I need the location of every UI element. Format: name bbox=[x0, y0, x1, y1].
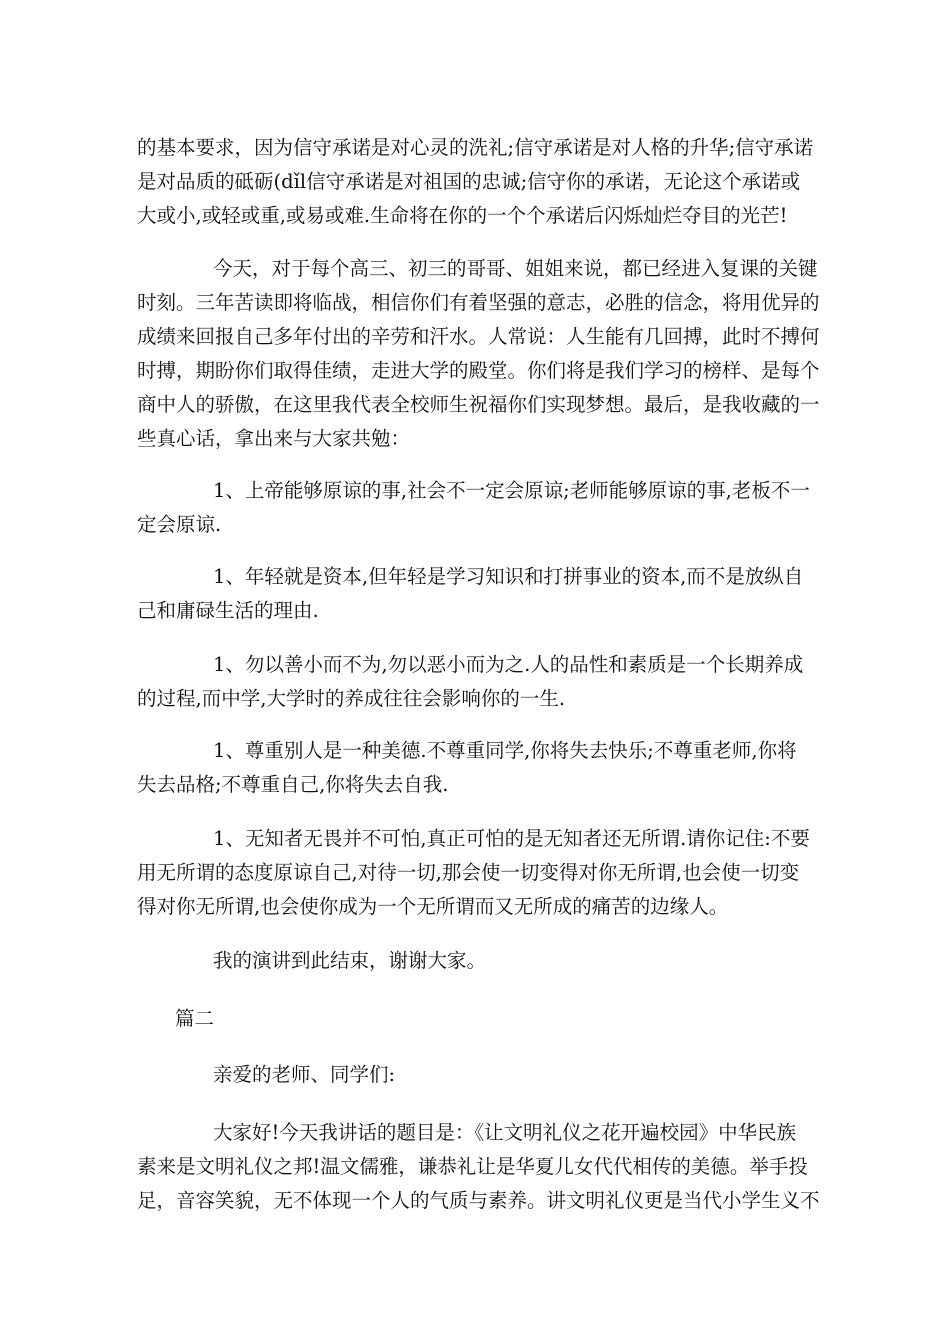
text-line: 时搏，期盼你们取得佳绩，走进大学的殿堂。你们将是我们学习的榜样、是每个 bbox=[137, 359, 820, 382]
text-line: 成绩来回报自己多年付出的辛劳和汗水。人常说：人生能有几回搏，此时不搏何 bbox=[137, 325, 820, 348]
text-line: 商中人的骄傲，在这里我代表全校师生祝福你们实现梦想。最后，是我收藏的一 bbox=[137, 393, 820, 416]
text-line: 1、尊重别人是一种美德.不尊重同学,你将失去快乐;不尊重老师,你将 bbox=[213, 739, 797, 762]
text-line: 1、勿以善小而不为,勿以恶小而为之.人的品性和素质是一个长期养成 bbox=[213, 653, 804, 676]
paragraph-closing bbox=[137, 944, 813, 978]
text-line: 己和庸碌生活的理由. bbox=[137, 599, 319, 622]
text-line: 定会原谅. bbox=[137, 513, 222, 536]
paragraph-greeting bbox=[137, 1058, 813, 1092]
text-line: 的基本要求，因为信守承诺是对心灵的洗礼;信守承诺是对人格的升华;信守承诺 bbox=[137, 136, 814, 159]
text-line: 素来是文明礼仪之邦!温文儒雅，谦恭礼让是华夏儿女代代相传的美德。举手投 bbox=[137, 1155, 808, 1178]
paragraph-senior-students bbox=[137, 252, 820, 456]
text-line: 时刻。三年苦读即将临战，相信你们有着坚强的意志，必胜的信念，将用优异的 bbox=[137, 291, 820, 314]
heading-text: 篇二 bbox=[175, 1007, 215, 1030]
text-line: 大家好!今天我讲话的题目是：《让文明礼仪之花开遍校园》中华民族 bbox=[213, 1121, 797, 1144]
paragraph-promise-continuation bbox=[137, 131, 813, 233]
list-item-youth bbox=[137, 560, 813, 628]
text-line: 亲爱的老师、同学们: bbox=[213, 1063, 396, 1086]
paragraph-speech-intro bbox=[137, 1116, 820, 1218]
text-line: 我的演讲到此结束，谢谢大家。 bbox=[213, 949, 487, 972]
text-line: 足，音容笑貌，无不体现一个人的气质与素养。讲文明礼仪更是当代小学生义不 bbox=[137, 1189, 820, 1212]
text-line: 的过程,而中学,大学时的养成往往会影响你的一生. bbox=[137, 687, 566, 710]
section-heading-part-two bbox=[175, 1002, 214, 1036]
text-line: 大或小,或轻或重,或易或难.生命将在你的一个个承诺后闪烁灿烂夺目的光芒! bbox=[137, 204, 788, 227]
list-item-forgiveness bbox=[137, 474, 813, 542]
list-item-ignorance bbox=[137, 822, 813, 924]
text-line: 今天，对于每个高三、初三的哥哥、姐姐来说，都已经进入复课的关键 bbox=[213, 257, 818, 280]
text-line: 用无所谓的态度原谅自己,对待一切,那会使一切变得对你无所谓,也会使一切变 bbox=[137, 861, 800, 884]
text-line: 1、上帝能够原谅的事,社会不一定会原谅;老师能够原谅的事,老板不一 bbox=[213, 479, 810, 502]
text-line: 是对品质的砥砺(dǐl信守承诺是对祖国的忠诚;信守你的承诺，无论这个承诺或 bbox=[137, 170, 801, 193]
text-line: 些真心话，拿出来与大家共勉： bbox=[137, 427, 411, 450]
list-item-respect bbox=[137, 734, 813, 802]
text-line: 失去品格;不尊重自己,你将失去自我. bbox=[137, 773, 449, 796]
text-line: 1、无知者无畏并不可怕,真正可怕的是无知者还无所谓.请你记住:不要 bbox=[213, 827, 810, 850]
text-line: 1、年轻就是资本,但年轻是学习知识和打拼事业的资本,而不是放纵自 bbox=[213, 565, 804, 588]
list-item-good-deeds bbox=[137, 648, 813, 716]
text-line: 得对你无所谓,也会使你成为一个无所谓而又无所成的痛苦的边缘人。 bbox=[137, 895, 729, 918]
